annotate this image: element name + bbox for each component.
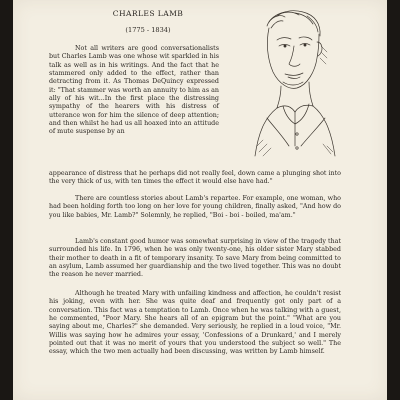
page-title: CHARLES LAMB <box>112 9 184 18</box>
paragraph-mary: Although he treated Mary with unfailing kindness and affection, he couldn't resist his joking, even with her. She was quite deaf and frequently got only part of a conversation. This fact was a temptation to Lamb. Once when he was talking with a guest, he commented, "Poor Mary. She hears all of an epigram but the point." "What are you saying about me, Charles?" she demanded. Very seriously, he replied in a loud voice, "Mr. Willis was saying how he admires your essay, 'Confessions of a Drunkard,' and I merely pointed out that it was no merit of yours that you understood the subject so well." The essay, which the two men actually had been discussing, was written by Lamb himself. <box>49 290 341 356</box>
document-page <box>13 0 387 400</box>
paragraph-tragedy: Lamb's constant good humor was somewhat surprising in view of the tragedy that surrounded his life. In 1796, when he was only twenty-one, his older sister Mary stabbed their mother to death in a fit of temporary insanity. To save Mary from being committed to an asylum, Lamb assumed her guardianship and the two lived together. This was no doubt the reason he never married. <box>49 238 341 279</box>
paragraph-repartee: There are countless stories about Lamb's repartee. For example, one woman, who had been holding forth too long on her love for young children, finally asked, "And how do you like babies, Mr. Lamb?" Solemnly, he replied, "Boi - boi - boiled, ma'am." <box>49 195 341 219</box>
portrait-sketch-image <box>237 6 349 162</box>
paragraph-intro-continued: appearance of distress that he perhaps did not really feel, down came a plunging shot into the very thick of us, with ten times the effect it would else have had." <box>49 170 341 186</box>
life-dates: (1775 - 1834) <box>125 26 171 34</box>
paragraph-intro: Not all writers are good conversationalists but Charles Lamb was one whose wit sparkled in his talk as well as in his writings. And the fact that he stammered only added to the effect, rather than detracting from it. As Thomas DeQuincy expressed it: "That stammer was worth an annuity to him as an ally of his wit...In the first place the distressing sympathy of the hearers with his distress of utterance won for him the silence of deep attention; and then whilst he had us all hoaxed into an attitude of mute suspense by an <box>49 45 219 136</box>
